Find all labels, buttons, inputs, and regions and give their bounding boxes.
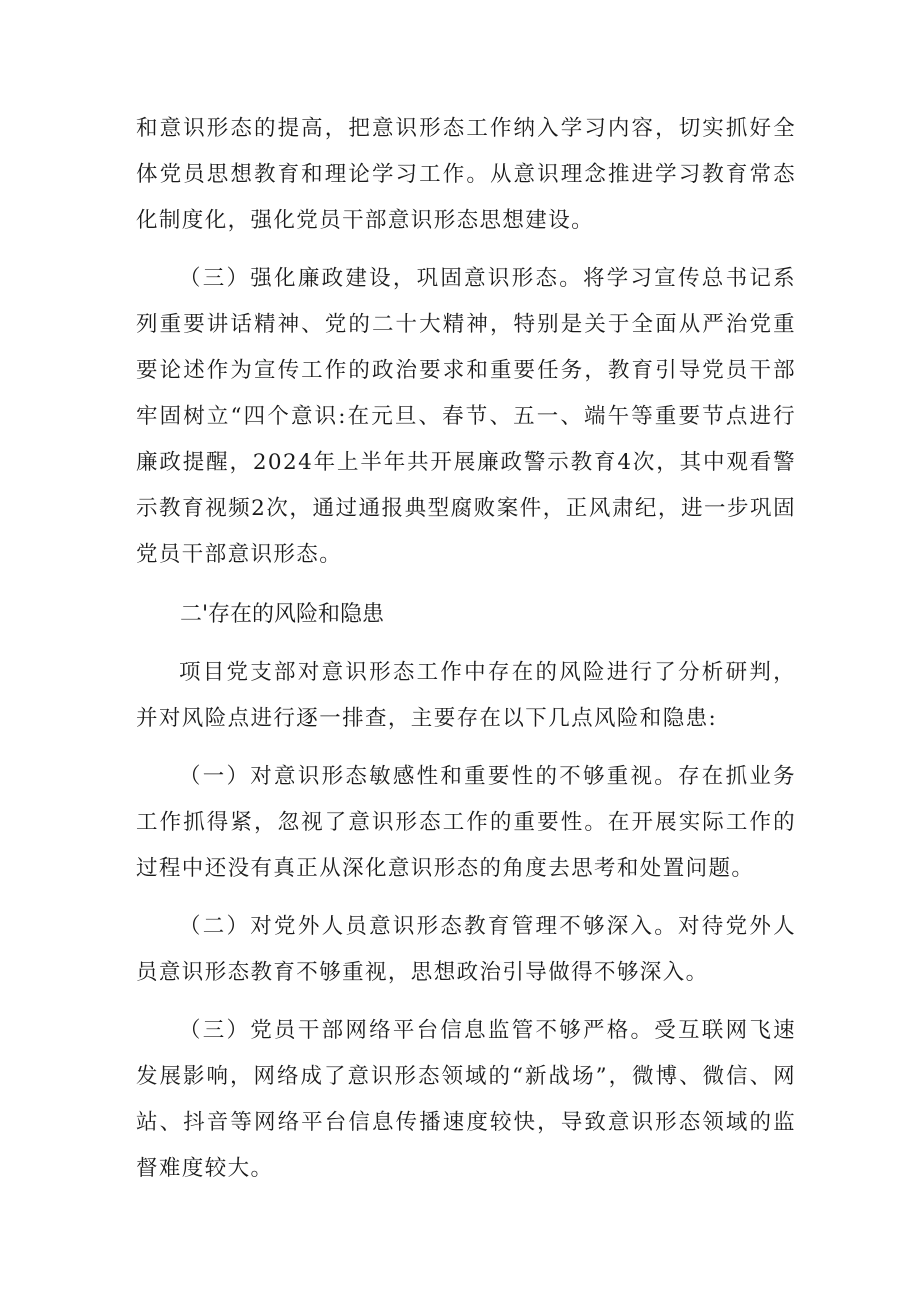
paragraph-risk-intro: 项目党支部对意识形态工作中存在的风险进行了分析研判，并对风险点进行逐一排查，主要存在以下几点风险和隐患: bbox=[136, 660, 796, 731]
paragraph-risk-one: （一）对意识形态敏感性和重要性的不够重视。存在抓业务工作抓得紧，忽视了意识形态工作的重要性。在开展实际工作的过程中还没有真正从深化意识形态的角度去思考和处置问题。 bbox=[136, 764, 796, 881]
paragraph-continuation: 和意识形态的提高，把意识形态工作纳入学习内容，切实抓好全体党员思想教育和理论学习工作。从意识理念推进学习教育常态化制度化，强化党员干部意识形态思想建设。 bbox=[136, 116, 796, 233]
paragraph-risk-two: （二）对党外人员意识形态教育管理不够深入。对待党外人员意识形态教育不够重视，思想政治引导做得不够深入。 bbox=[136, 914, 796, 985]
section-heading-risks: 二'存在的风险和隐患 bbox=[180, 602, 385, 627]
paragraph-strengthen-integrity: （三）强化廉政建设，巩固意识形态。将学习宣传总书记系列重要讲话精神、党的二十大精神，特别是关于全面从严治党重要论述作为宣传工作的政治要求和重要任务，教育引导党员干部牢固树立“四个意识:在元旦、春节、五一、端午等重要节点进行廉政提醒，2024年上半年共开展廉政警示教育4次，其中观看警示教育视频2次，通过通报典型腐败案件，正风肃纪，进一步巩固党员干部意识形态。 bbox=[136, 266, 796, 567]
paragraph-risk-three: （三）党员干部网络平台信息监管不够严格。受互联网飞速发展影响，网络成了意识形态领域的“新战场”，微博、微信、网站、抖音等网络平台信息传播速度较快，导致意识形态领域的监督难度较大。 bbox=[136, 1018, 796, 1181]
document-body bbox=[136, 106, 796, 1192]
